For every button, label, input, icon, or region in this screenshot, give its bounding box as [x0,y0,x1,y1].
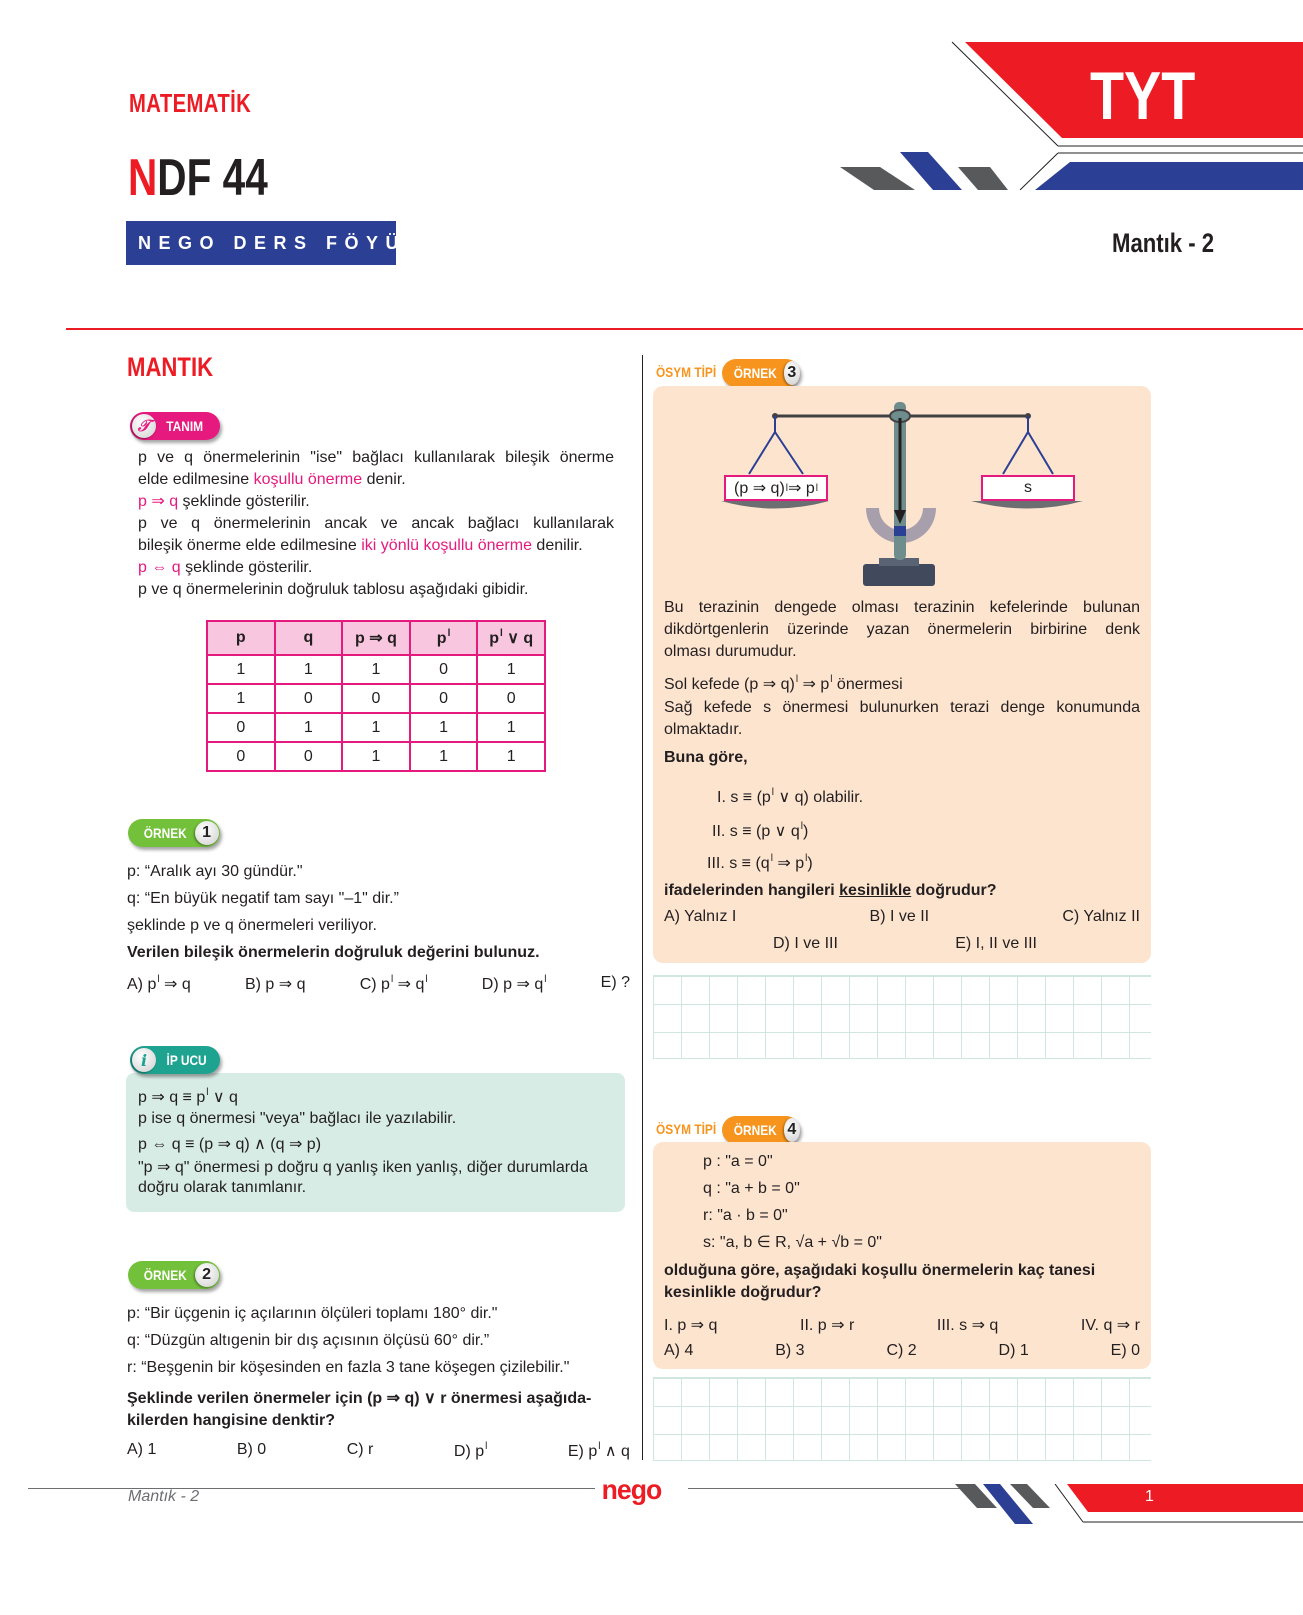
ornek-4-statements [703,1148,882,1256]
topic-title: Mantık - 2 [1112,228,1215,258]
truth-table-cell: 0 [342,684,410,713]
truth-table-header: $p^l$ [410,621,478,655]
tip-line: p ⇔ q ≡ (p ⇒ q) ∧ (q ⇒ p) [138,1136,322,1153]
truth-table-cell: 1 [207,684,275,713]
choice-a[interactable]: A) Yalnız I [664,908,737,925]
body-line: olması durumudur. [664,643,797,660]
scale-collar [894,526,906,536]
statement-q: q: “En büyük negatif tam sayı "–1" dir.” [127,890,399,907]
column-divider [642,355,643,1460]
truth-table-header: p ⇒ q [342,621,410,655]
example-number: 2 [195,1263,219,1287]
truth-table-row [207,713,545,742]
info-icon: i [132,1048,156,1072]
booklet-code [128,149,268,207]
body-line: dikdörtgenlerin üzerinde yazan önermelerin birbirine denk [664,621,1140,638]
truth-table-header: $p^l$ ∨ q [477,621,545,655]
choice-a[interactable]: A) 4 [664,1342,694,1359]
ornek-4-question [664,1260,1095,1304]
statement-r: r: "a · b = 0" [703,1207,788,1224]
statement-ii: II. s ≡ (p ∨ $q^l$) [712,821,809,840]
banner-blue-band [1035,162,1303,190]
choice-b[interactable]: B) p ⇒ q [244,976,306,993]
booklet-code-rest: DF 44 [157,149,268,207]
choice-a[interactable]: A) $p^l$ ⇒ q [127,974,191,993]
truth-table-cell: 0 [410,684,478,713]
booklet-code-prefix: N [128,149,158,207]
scale-base [863,564,935,586]
truth-table-cell: 1 [410,742,478,771]
truth-table-cell: 0 [410,655,478,684]
truth-table-row [207,655,545,684]
highlight-term: p ⇒ q [138,493,179,510]
series-label: NEGO DERS FÖYÜ [126,221,396,265]
truth-table-cell: 0 [207,742,275,771]
truth-table-cell: 0 [207,713,275,742]
ornek-3-choices-row2 [773,935,1037,953]
tanim-line: p ve q önermelerinin "ise" bağlacı kullanılarak bileşik önerme [138,449,614,466]
question-text: Şeklinde verilen önermeler için (p ⇒ q) ∨ r önermesi aşağıda- [127,1390,592,1407]
question-text: olduğuna göre, aşağıdaki koşullu önermelerin kaç tanesi [664,1262,1096,1279]
statement-p: p : "a = 0" [703,1153,773,1170]
choice-d[interactable]: D) $p^l$ [453,1441,488,1460]
tanim-badge [130,412,220,440]
truth-table-cell: 1 [275,655,343,684]
footer-stripes [955,1484,1303,1524]
choice-b[interactable]: B) 3 [775,1342,805,1359]
truth-table-cell: 1 [207,655,275,684]
tip-line: doğru olarak tanımlanır. [138,1179,307,1196]
ornek-3-choices-row1 [664,908,1140,926]
truth-table [206,620,546,772]
ornek-2-badge [128,1261,220,1289]
nego-logo: nego [601,1474,662,1505]
tanim-line: p ⇒ q şeklinde gösterilir. [138,493,310,510]
tip-line: p ise q önermesi "veya" bağlacı ile yazılabilir. [138,1110,457,1127]
highlight-term: p ⇔ q [138,559,181,576]
truth-table-cell: 1 [342,713,410,742]
section-title: MANTIK [127,352,214,382]
body-line: Sağ kefede s önermesi bulunurken terazi denge konumunda [664,699,1140,716]
truth-table-cell: 0 [275,742,343,771]
truth-table-cell: 0 [275,684,343,713]
footer-topic: Mantık - 2 [128,1488,200,1505]
tanim-line: bileşik önerme elde edilmesine iki yönlü koşullu önerme denilir. [138,537,583,554]
ornek-4-badge [722,1116,800,1144]
ornek-badge-label: ÖRNEK [733,365,777,381]
choice-d[interactable]: D) I ve III [773,935,838,952]
question-text: kilerden hangisine denktir? [127,1412,336,1429]
statement-p: p: “Aralık ayı 30 gündür." [127,863,303,880]
example-number: 4 [784,1118,800,1142]
ornek-3-question: ifadelerinden hangileri kesinlikle doğrudur? [664,882,997,899]
osym-type-label: ÖSYM TİPİ [656,1121,717,1137]
truth-table-cell: 1 [477,655,545,684]
truth-table-row [207,684,545,713]
choice-d[interactable]: D) p ⇒ $q^l$ [481,974,547,993]
stripe-blue [900,152,962,190]
statement-iii: III. $s \equiv (q^l$ ⇒ $p^l$) [707,853,813,872]
truth-table-cell: 1 [342,655,410,684]
ornek-3-badge [722,359,800,387]
header-divider [66,328,1303,330]
truth-table-cell: 1 [342,742,410,771]
exam-label: TYT [1090,58,1196,134]
tanim-badge-label: TANIM [166,418,204,434]
header-banner [840,40,1303,190]
truth-table-header: p [207,621,275,655]
subject-title: MATEMATİK [129,88,252,118]
scratch-grid [653,975,1151,1059]
statement-i: I. $s \equiv (p^l$ ∨ q) olabilir. [717,787,864,806]
left-pan-label: (p ⇒ q) l ⇒ p l [724,475,828,501]
statement-q: q : "a + b = 0" [703,1180,800,1197]
truth-table-cell: 0 [477,684,545,713]
implication-i: I. p ⇒ q [664,1317,718,1334]
definition-icon: 𝒯 [132,414,156,438]
body-line: Sol kefede (p ⇒ q)$^l$ ⇒ $p^l$ önermesi [664,674,903,693]
ornek-badge-label: ÖRNEK [143,1267,187,1283]
footer-rule-left [28,1488,595,1489]
choice-d[interactable]: D) 1 [998,1342,1029,1359]
question-text: kesinlikle doğrudur? [664,1284,822,1301]
truth-table-row [207,742,545,771]
highlight-term: koşullu önerme [253,471,363,488]
choice-a[interactable]: A) 1 [127,1441,157,1458]
choice-b[interactable]: B) 0 [236,1441,267,1458]
scratch-grid [653,1377,1151,1461]
statement-p: p: “Bir üçgenin iç açılarının ölçüleri toplamı 180° dir." [127,1305,498,1322]
ornek-badge-label: ÖRNEK [733,1122,777,1138]
tanim-line: p ve q önermelerinin ancak ve ancak bağlacı kullanılarak [138,515,614,532]
example-number: 1 [195,821,219,845]
ornek-2-body [127,1300,569,1381]
truth-table-header: q [275,621,343,655]
choice-c[interactable]: C) $p^l$ ⇒ $q^l$ [359,974,428,993]
ornek-3-body [664,597,1140,769]
statement-r: r: “Beşgenin bir köşesinden en fazla 3 tane köşegen çizilebilir." [127,1359,570,1376]
ornek-4-choices [664,1342,1140,1360]
ipucu-body [138,1080,588,1198]
implication-ii: II. p ⇒ r [800,1317,855,1334]
ipucu-badge [130,1046,220,1074]
truth-table-cell: 1 [410,713,478,742]
page-tab [1067,1484,1303,1512]
ornek-1-body [127,858,540,966]
given-text: şeklinde p ve q önermeleri veriliyor. [127,917,377,934]
truth-table-header-row [207,621,545,655]
stripe-gray [958,167,1008,190]
implication-iv: IV. q ⇒ r [1080,1317,1140,1334]
tanim-line: p ve q önermelerinin doğruluk tablosu aşağıdaki gibidir. [138,581,529,598]
truth-table-cell: 1 [477,713,545,742]
ipucu-badge-label: İP UCU [166,1052,207,1068]
choice-e[interactable]: E) 0 [1110,1342,1140,1359]
ornek-2-question [127,1388,591,1432]
choice-c[interactable]: C) Yalnız II [1062,908,1140,925]
statement-s: s: "a, b ∈ R, √a + √b = 0" [703,1234,882,1251]
body-line: Bu terazinin dengede olması terazinin kefelerinde bulunan [664,599,1140,616]
tip-line: p ⇒ $q \equiv p^l$ ∨ q [138,1087,238,1106]
question-text: Verilen bileşik önermelerin doğruluk değerini bulunuz. [127,944,540,961]
tanim-line: p ⇔ q şeklinde gösterilir. [138,559,313,576]
ornek-4-statement-list [664,1315,1140,1335]
page-number: 1 [1145,1488,1154,1505]
right-pan-label: s [981,475,1075,501]
highlight-term: iki yönlü koşullu önerme [361,537,532,554]
ornek-badge-label: ÖRNEK [143,825,187,841]
footer-rule-right [688,1488,978,1489]
example-number: 3 [784,361,800,385]
choice-b[interactable]: B) I ve II [869,908,930,925]
osym-type-label: ÖSYM TİPİ [656,364,717,380]
choice-e[interactable]: E) $p^l$ ∧ q [567,1441,630,1460]
implication-iii: III. s ⇒ q [936,1317,999,1334]
tanim-line: elde edilmesine koşullu önerme denir. [138,471,406,488]
tip-line: "p ⇒ q" önermesi p doğru q yanlış iken yanlış, diğer durumlarda [138,1159,588,1176]
scale-left-pan [721,501,829,509]
choice-e[interactable]: E) I, II ve III [955,935,1037,952]
tanim-body [138,447,614,601]
stripe-gray [840,167,915,190]
choice-c[interactable]: C) 2 [886,1342,917,1359]
ornek-2-choices [127,1441,630,1461]
body-line: olmaktadır. [664,721,743,738]
truth-table-cell: 1 [477,742,545,771]
emphasis-kesinlikle: kesinlikle [839,882,912,899]
statement-q: q: “Düzgün altıgenin bir dış açısının ölçüsü 60° dir.” [127,1332,490,1349]
lead-text: Buna göre, [664,749,748,766]
ornek-1-choices [127,974,630,994]
choice-e[interactable]: E) ? [600,974,630,991]
scale-right-pan [971,501,1083,509]
ornek-1-badge [128,819,220,847]
truth-table-cell: 1 [275,713,343,742]
choice-c[interactable]: C) r [346,1441,374,1458]
